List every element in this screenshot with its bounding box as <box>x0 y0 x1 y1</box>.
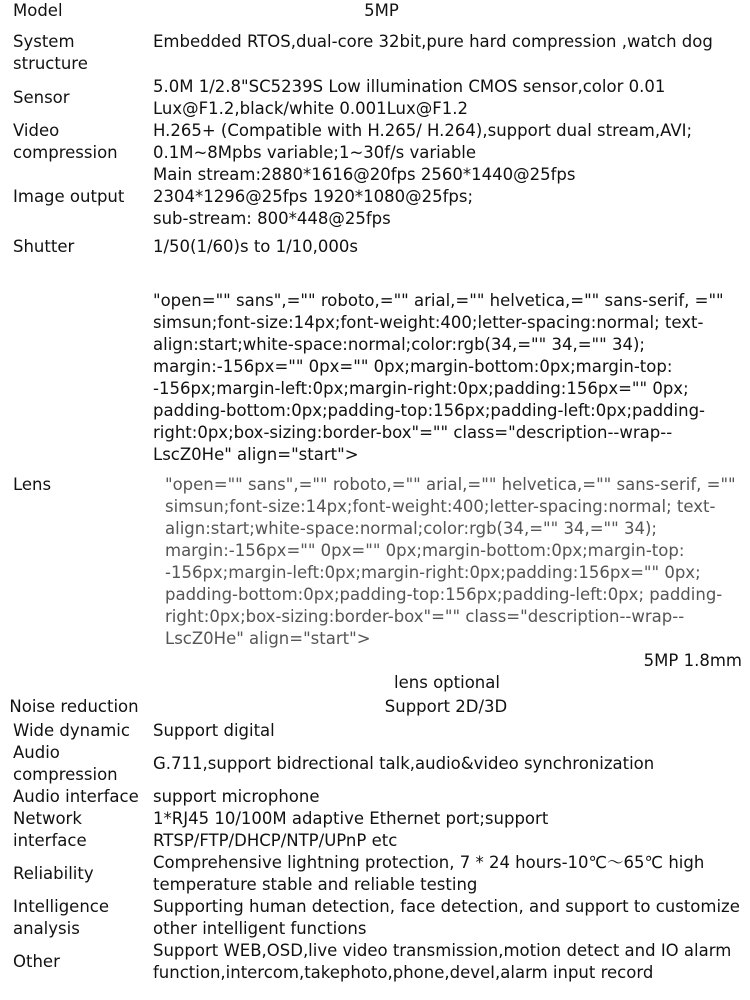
value-network-interface: 1*RJ45 10/100M adaptive Ethernet port;support RTSP/FTP/DHCP/NTP/UPnP etc <box>153 809 549 850</box>
row-lens-value-2 <box>0 672 750 694</box>
value-audio-compression: G.711,support bidrectional talk,audio&video synchronization <box>153 754 655 773</box>
value-other: Support WEB,OSD,live video transmission,motion detect and IO alarm function,intercom,takephoto,phone,deveI,alarm input record <box>153 941 732 982</box>
label-noise-reduction: Noise reduction <box>9 697 139 716</box>
label-other: Other <box>13 952 60 971</box>
label-model: Model <box>13 1 63 20</box>
row-wide-dynamic <box>0 720 750 742</box>
row-model <box>0 0 750 22</box>
label-wide-dynamic: Wide dynamic <box>13 721 130 740</box>
row-image-output <box>0 164 750 230</box>
value-audio-interface: support microphone <box>153 787 320 806</box>
value-lens <box>153 474 750 650</box>
label-video-compression: Video compression <box>13 121 118 162</box>
row-shutter <box>0 236 750 258</box>
lens-value-1: 5MP 1.8mm <box>643 651 742 670</box>
label-sensor: Sensor <box>13 88 70 107</box>
row-intelligence-analysis <box>0 896 750 940</box>
value-image-output <box>153 164 750 230</box>
row-system-structure <box>0 31 750 75</box>
value-shutter: 1/50(1/60)s to 1/10,000s <box>153 237 359 256</box>
value-sensor: 5.0M 1/2.8"SC5239S Low illumination CMOS sensor,color 0.01 Lux@F1.2,black/white 0.001Lux@F1.2 <box>153 77 666 118</box>
label-lens: Lens <box>13 475 52 494</box>
row-other <box>0 940 750 984</box>
value-noise-reduction: Support 2D/3D <box>384 697 508 716</box>
label-reliability: Reliability <box>13 864 94 883</box>
value-intelligence-analysis: Supporting human detection, face detection, and support to customize other intelligent functions <box>153 897 740 938</box>
row-audio-compression <box>0 742 750 786</box>
row-audio-interface <box>0 786 750 808</box>
row-network-interface <box>0 808 750 852</box>
label-intelligence-analysis: Intelligence analysis <box>13 897 110 938</box>
label-network-interface: Network interface <box>13 809 87 850</box>
image-output-line-1: Main stream:2880*1616@20fps 2560*1440@25fps <box>153 165 576 184</box>
value-wide-dynamic: Support digital <box>153 721 275 740</box>
row-sensor <box>0 76 750 120</box>
row-garbled-markup-1 <box>0 290 750 466</box>
row-lens-value <box>0 650 750 672</box>
value-reliability: Comprehensive lightning protection, 7 * 24 hours-10℃～65℃ high temperature stable and reliable testing <box>153 853 705 894</box>
garbled-markup-text-2: "open="" sans",="" roboto,="" arial,="" helvetica,="" sans-serif, ="" simsun;font-size:14px;font-weight:400;letter-spacing:normal; text-align:start;white-space:normal;color:rgb(34,="" 34,="" 34); margin:-156px="" 0px="" 0px;margin-bottom:0px;margin-top: -156px;margin-left:0px;margin-right:0px;padding:156px="" 0px; padding-bottom:0px;padding-top:156px;padding-left:0px; padding-right:0px;box-sizing:border-box"="" class="description--wrap--LscZ0He" align="start"> <box>165 475 736 648</box>
garbled-markup-text-1: "open="" sans",="" roboto,="" arial,="" helvetica,="" sans-serif, ="" simsun;font-size:14px;font-weight:400;letter-spacing:normal; text-align:start;white-space:normal;color:rgb(34,="" 34,="" 34); margin:-156px="" 0px="" 0px;margin-bottom:0px;margin-top: -156px;margin-left:0px;margin-right:0px;padding:156px="" 0px; padding-bottom:0px;padding-top:156px;padding-left:0px;padding-right:0px;box-sizing:border-box"="" class="description--wrap--LscZ0He" align="start"> <box>153 291 724 464</box>
row-noise-reduction <box>0 696 750 718</box>
value-system-structure: Embedded RTOS,dual-core 32bit,pure hard compression ,watch dog <box>153 32 713 51</box>
row-video-compression <box>0 120 750 164</box>
label-audio-interface: Audio interface <box>13 787 139 806</box>
value-model: 5MP <box>364 1 399 20</box>
label-audio-compression: Audio compression <box>13 743 118 784</box>
row-reliability <box>0 852 750 896</box>
lens-value-2: lens optional <box>394 673 500 692</box>
value-video-compression: H.265+ (Compatible with H.265/ H.264),support dual stream,AVI; 0.1M~8Mpbs variable;1~30f/s variable <box>153 121 693 162</box>
image-output-line-3: sub-stream: 800*448@25fps <box>153 209 391 228</box>
label-shutter: Shutter <box>13 237 75 256</box>
row-lens <box>0 474 750 650</box>
image-output-line-2: 2304*1296@25fps 1920*1080@25fps; <box>153 187 474 206</box>
label-system-structure: System structure <box>13 32 88 73</box>
label-image-output: Image output <box>13 187 125 206</box>
